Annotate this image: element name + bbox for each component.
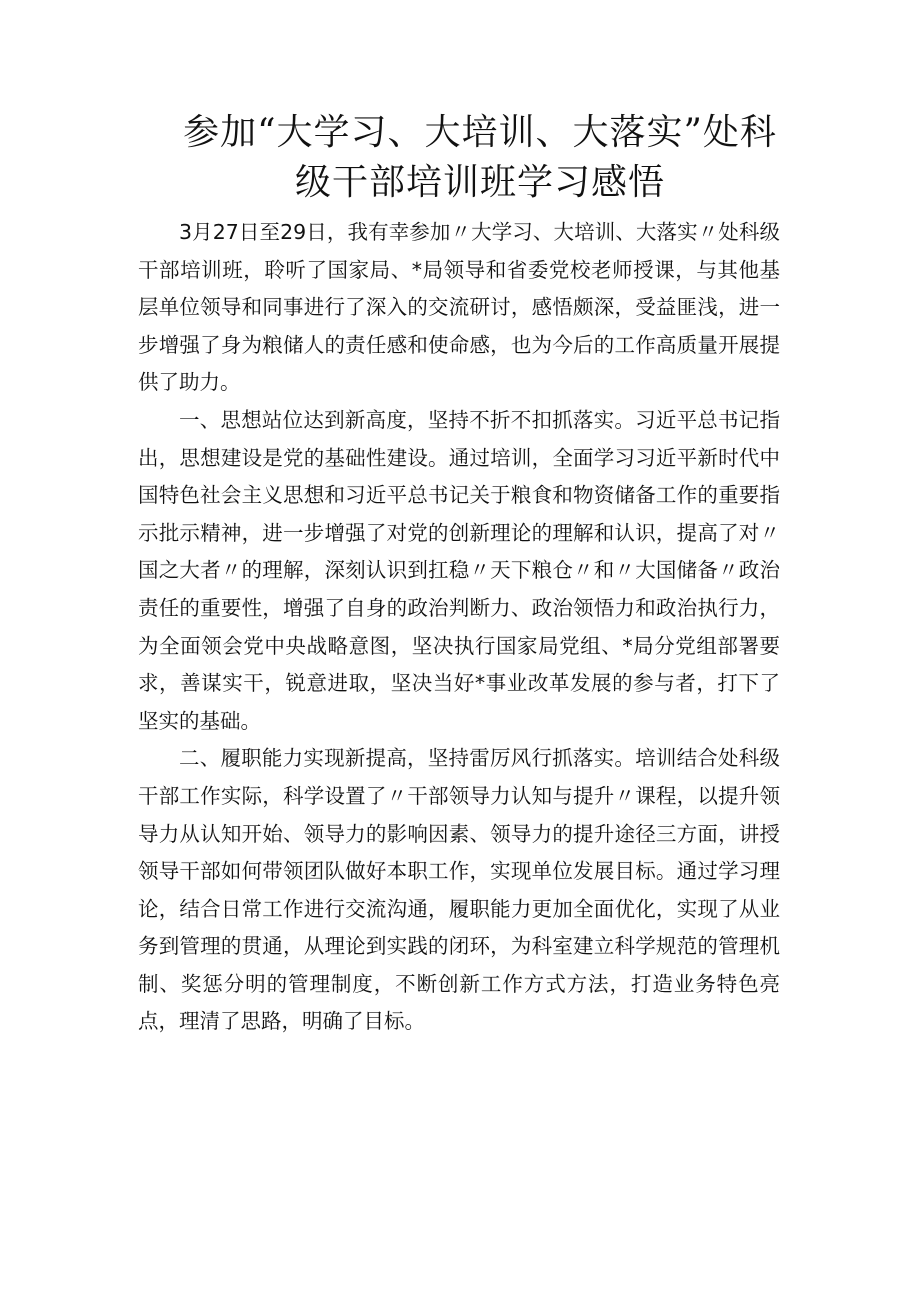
document-title-line-1: 参加“大学习、大培训、大落实”处科 xyxy=(183,112,777,153)
paragraph-section-2: 二、履职能力实现新提高，坚持雷厉风行抓落实。培训结合处科级干部工作实际，科学设置了〃干部领导力认知与提升〃课程，以提升领导力从认知开始、领导力的影响因素、领导力的提升途径三方面，讲授领导干部如何带领团队做好本职工作，实现单位发展目标。通过学习理论，结合日常工作进行交流沟通，履职能力更加全面优化，实现了从业务到管理的贯通，从理论到实践的闭环，为科室建立科学规范的管理机制、奖惩分明的管理制度，不断创新工作方式方法，打造业务特色亮点，理清了思路，明确了目标。 xyxy=(138,746,780,1034)
paragraph-section-1: 一、思想站位达到新高度，坚持不折不扣抓落实。习近平总书记指出，思想建设是党的基础性建设。通过培训，全面学习习近平新时代中国特色社会主义思想和习近平总书记关于粮食和物资储备工作的重要指示批示精神，进一步增强了对党的创新理论的理解和认识，提高了对〃国之大者〃的理解，深刻认识到扛稳〃天下粮仓〃和〃大国储备〃政治责任的重要性，增强了自身的政治判断力、政治领悟力和政治执行力，为全面领会党中央战略意图，坚决执行国家局党组、*局分党组部署要求，善谋实干，锐意进取，坚决当好*事业改革发展的参与者，打下了坚实的基础。 xyxy=(138,407,780,733)
document-title xyxy=(100,108,860,208)
document-body xyxy=(138,214,780,1041)
document-title-line-2: 级干部培训班学习感悟 xyxy=(294,162,665,203)
paragraph-intro: 3月27日至29日，我有幸参加〃大学习、大培训、大落实〃处科级干部培训班，聆听了国家局、*局领导和省委党校老师授课，与其他基层单位领导和同事进行了深入的交流研讨，感悟颇深，受益匪浅，进一步增强了身为粮储人的责任感和使命感，也为今后的工作高质量开展提供了助力。 xyxy=(138,220,780,395)
